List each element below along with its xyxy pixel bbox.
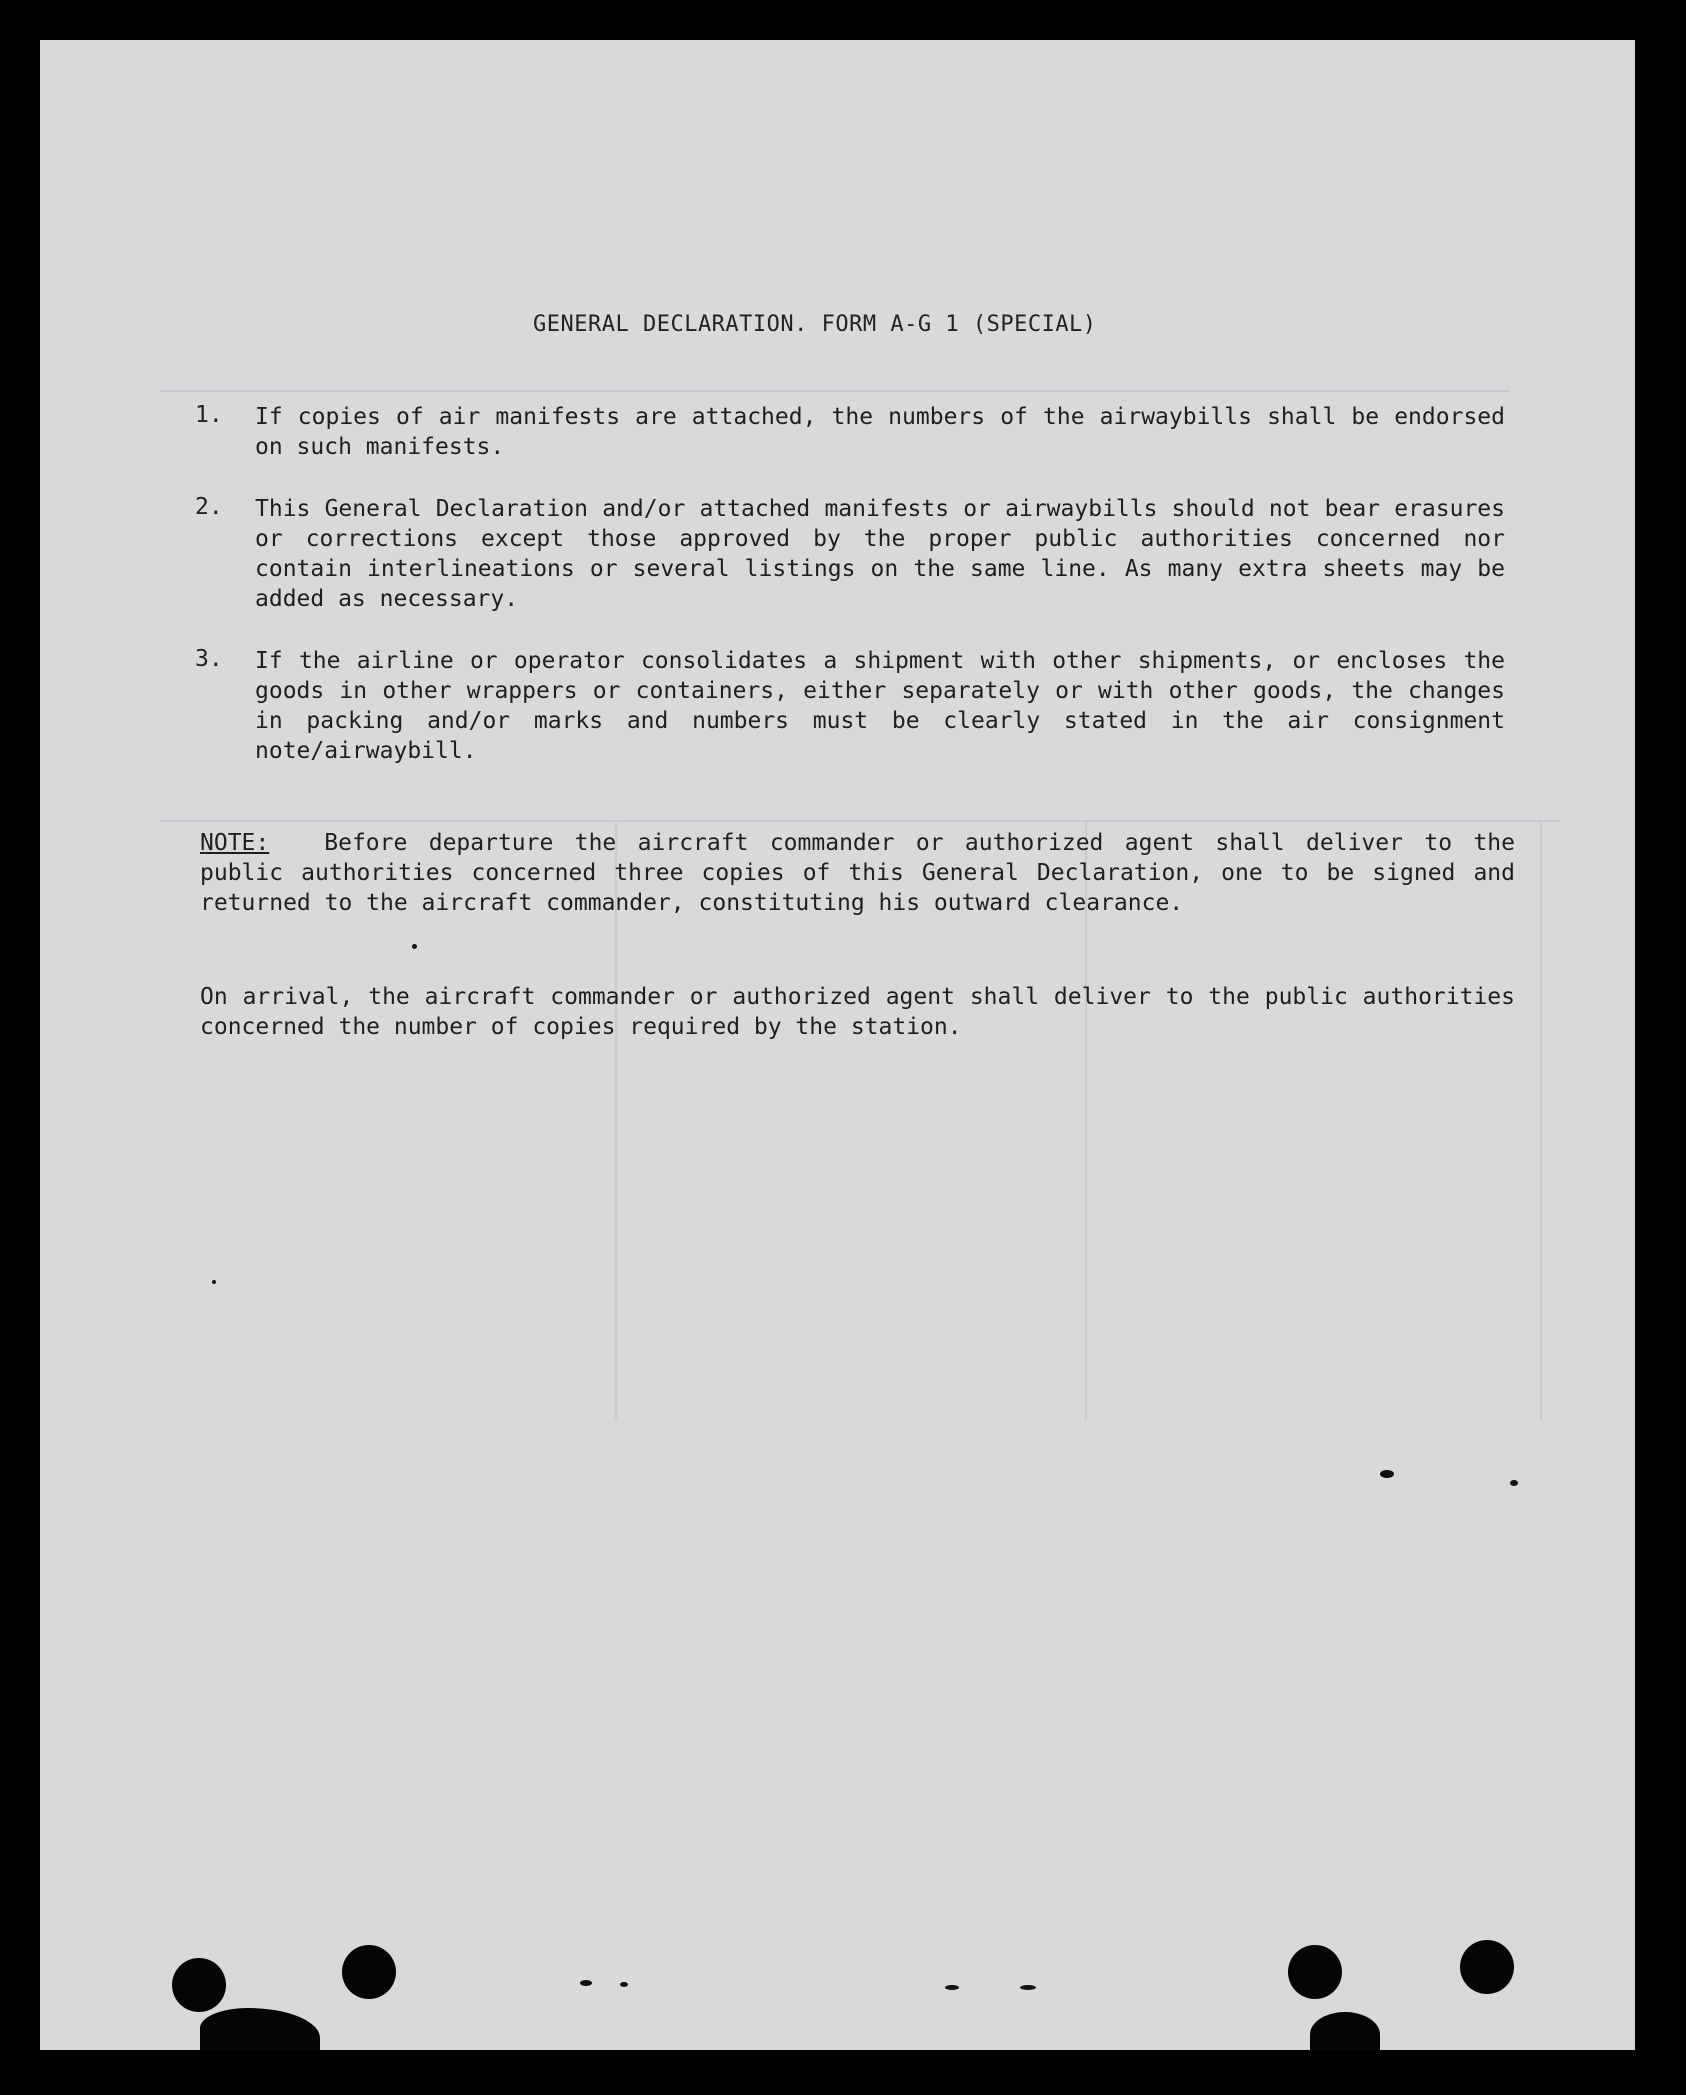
punch-hole <box>172 1958 226 2012</box>
torn-edge <box>1310 2012 1380 2050</box>
list-item-text: If the airline or operator consolidates a shipment with other shipments, or encloses the goods in other wrappers or containers, either separately or with other goods, the changes in packing and/or marks and numbers must be clearly stated in the air consignment note/airwaybill. <box>255 648 1505 764</box>
note-paragraph <box>200 828 1515 918</box>
note-text: Before departure the aircraft commander or authorized agent shall deliver to the public authorities concerned three copies of this General Declaration, one to be signed and returned to the aircraft commander, constituting his outward clearance. <box>200 830 1515 916</box>
page-title: GENERAL DECLARATION. FORM A-G 1 (SPECIAL) <box>533 312 1097 337</box>
ink-speck <box>1510 1480 1518 1486</box>
ink-speck <box>620 1982 628 1987</box>
list-item-number: 2. <box>195 494 223 520</box>
list-item-text: If copies of air manifests are attached, the numbers of the airwaybills shall be endorsed on such manifests. <box>255 404 1505 460</box>
bleed-through-line <box>160 820 1560 822</box>
arrival-paragraph: On arrival, the aircraft commander or authorized agent shall deliver to the public authorities concerned the number of copies required by the station. <box>200 984 1515 1040</box>
list-item-text: This General Declaration and/or attached manifests or airwaybills should not bear erasures or corrections except those approved by the proper public authorities concerned nor contain interlineations or several listings on the same line. As many extra sheets may be added as necessary. <box>255 496 1505 612</box>
note-label: NOTE: <box>200 830 270 856</box>
ink-speck <box>412 944 417 949</box>
list-item-number: 1. <box>195 402 223 428</box>
punch-hole <box>342 1945 396 1999</box>
bleed-through-line <box>160 390 1510 392</box>
ink-speck <box>212 1280 216 1284</box>
ink-speck <box>580 1980 592 1986</box>
punch-hole <box>1460 1940 1514 1994</box>
ink-speck <box>1380 1470 1394 1478</box>
torn-edge <box>200 2008 320 2050</box>
paper-sheet <box>40 40 1635 2050</box>
punch-hole <box>1288 1945 1342 1999</box>
bleed-through-line <box>1540 820 1542 1420</box>
ink-speck <box>1020 1985 1036 1990</box>
list-item-number: 3. <box>195 646 223 672</box>
ink-speck <box>945 1985 959 1990</box>
